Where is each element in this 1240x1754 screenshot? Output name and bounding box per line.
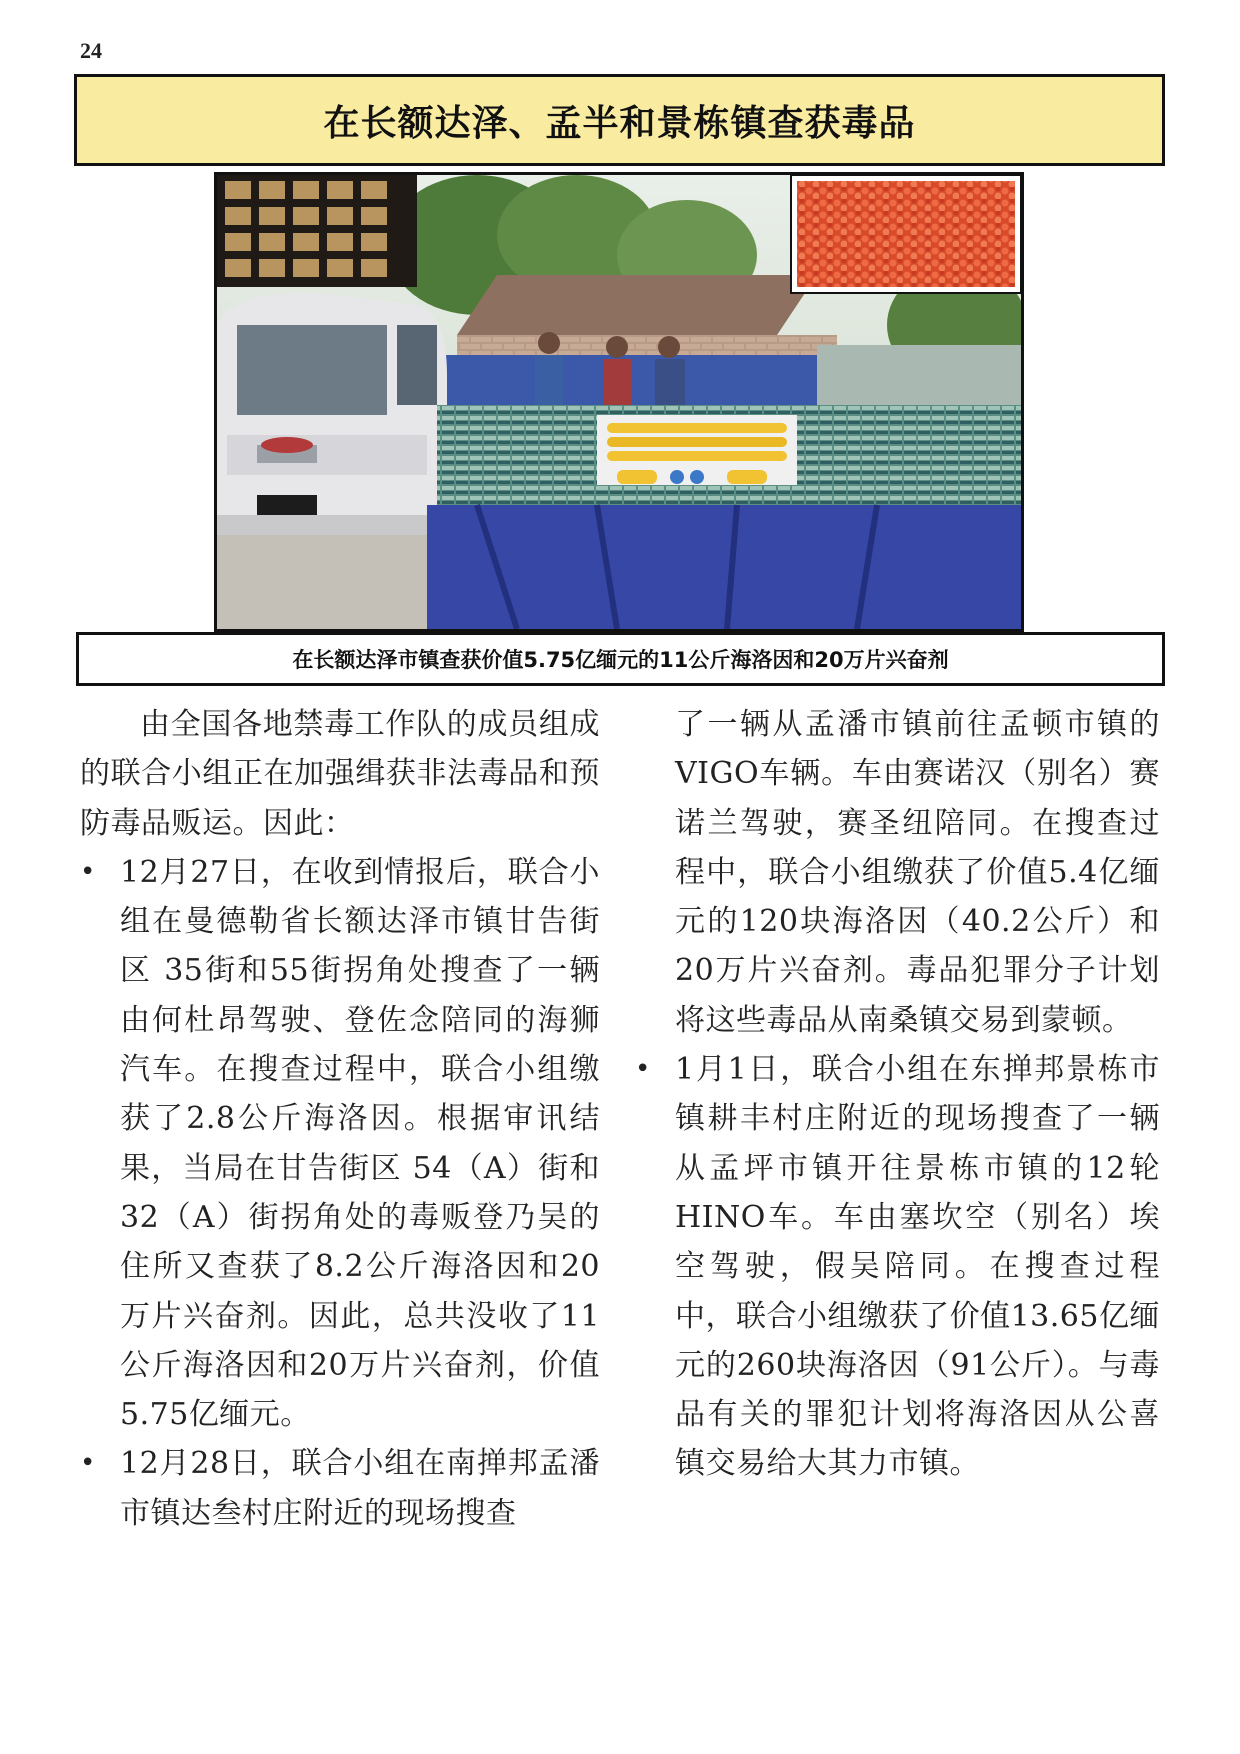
list-item <box>635 1045 1160 1489</box>
van <box>217 293 447 535</box>
item-text: 1月1日，联合小组在东掸邦景栋市镇耕丰村庄附近的现场搜查了一辆从孟坪市镇开往景栋市镇的12轮HINO车。车由塞坎空（别名）埃空驾驶，假吴陪同。在搜查过程中，联合小组缴获了价值13.65亿缅元的260块海洛因（91公斤）。与毒品有关的罪犯计划将海洛因从公喜镇交易给大其力市镇。 <box>675 1052 1160 1482</box>
item-text: 12月28日，联合小组在南掸邦孟潘市镇达叁村庄附近的现场搜查 <box>120 1446 600 1531</box>
right-column <box>635 700 1160 1489</box>
bullet: • <box>80 1448 96 1479</box>
inset-heroin-blocks <box>217 175 417 287</box>
photo-caption-box <box>76 632 1165 686</box>
news-list <box>80 848 600 1538</box>
inset-stimulant-tablets <box>791 175 1021 293</box>
seizure-photo-illustration <box>217 175 1021 629</box>
bullet: • <box>635 1054 651 1085</box>
bullet: • <box>80 856 96 887</box>
seized-packages <box>427 405 1021 629</box>
list-item <box>80 1439 600 1538</box>
photo-caption: 在长额达泽市镇查获价值5.75亿缅元的11公斤海洛因和20万片兴奋剂 <box>292 648 949 672</box>
item-text: 12月27日，在收到情报后，联合小组在曼德勒省长额达泽市镇甘告街区 35街和55街拐角处搜查了一辆由何杜昂驾驶、登佐念陪同的海狮汽车。在搜查过程中，联合小组缴获了2.8公斤海洛因。根据审讯结果，当局在甘告街区 54（A）街和32（A）街拐角处的毒贩登乃吴的住所又查获了8.2公斤海洛因和20万片兴奋剂。因此，总共没收了11公斤海洛因和20万片兴奋剂，价值5.75亿缅元。 <box>120 854 600 1433</box>
list-item <box>80 848 600 1440</box>
news-list-continued <box>635 1045 1160 1489</box>
news-photo <box>214 172 1024 632</box>
intro-paragraph: 由全国各地禁毒工作队的成员组成的联合小组正在加强缉获非法毒品和预防毒品贩运。因此： <box>80 707 600 841</box>
page-number: 24 <box>80 38 102 63</box>
item-continuation: 了一辆从孟潘市镇前往孟顿市镇的VIGO车辆。车由赛诺汉（别名）赛诺兰驾驶，赛圣纽陪同。在搜查过程中，联合小组缴获了价值5.4亿缅元的120块海洛因（40.2公斤）和20万片兴奋剂。毒品犯罪分子计划将这些毒品从南桑镇交易到蒙顿。 <box>675 707 1160 1038</box>
title-banner <box>74 74 1165 166</box>
left-column <box>80 700 600 1538</box>
page-title: 在长额达泽、孟半和景栋镇查获毒品 <box>323 102 916 144</box>
persons-group <box>535 332 685 415</box>
